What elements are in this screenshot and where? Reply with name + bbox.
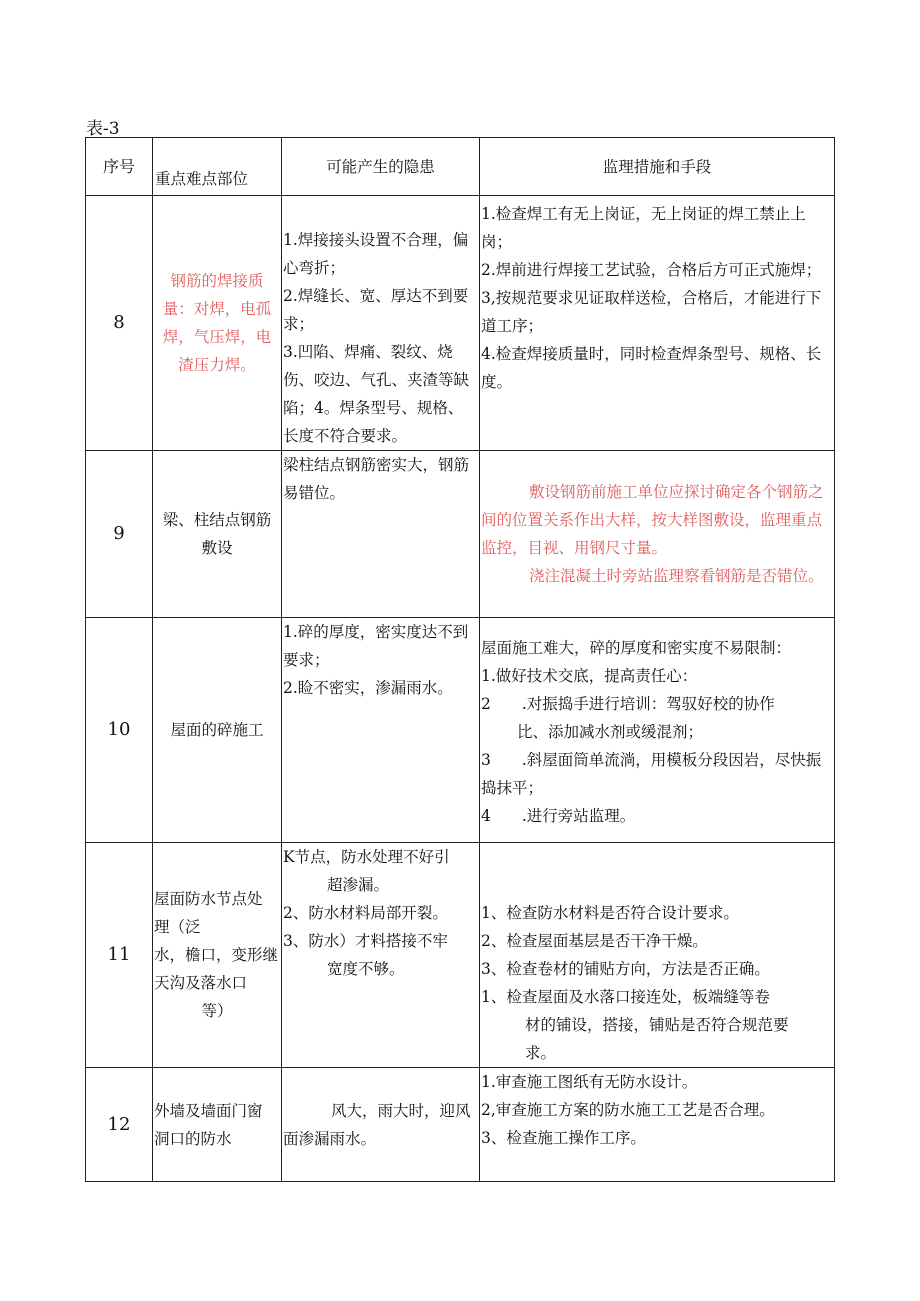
row-measures [480, 618, 835, 843]
row-no: 12 [86, 1068, 153, 1182]
risk-line: 梁柱结点钢筋密实大，钢筋易错位。 [283, 456, 470, 502]
part-line: 焊，气压焊，电 [162, 328, 272, 346]
row-no: 10 [86, 618, 153, 843]
row-measures [480, 843, 835, 1068]
risk-line: 宽度不够。 [327, 960, 405, 978]
part-line: 钢筋的焊接质 [170, 272, 264, 290]
part-line: 量：对焊，电孤 [162, 300, 272, 318]
table-row [86, 1068, 835, 1182]
part-line: 外墙及墙面门窗 [154, 1101, 263, 1120]
table-row [86, 843, 835, 1068]
row-measures [480, 1068, 835, 1182]
part-line: 渣压力焊。 [178, 356, 256, 374]
part-line: 天沟及落水口 [154, 974, 248, 992]
risk-line: 2、防水材料局部开裂。 [283, 904, 448, 922]
row-part [153, 451, 282, 618]
measure-line: 4 .进行旁站监理。 [481, 807, 636, 825]
measure-line: 1.做好技术交底，提高责任心： [481, 667, 698, 685]
part-line: 洞口的防水 [154, 1129, 232, 1148]
part-line: 水，檐口，变形继 [154, 946, 279, 964]
risk-line: 3、防水）才料搭接不牢 [283, 932, 448, 950]
row-risk [282, 196, 480, 451]
part-line: 等） [201, 1002, 233, 1020]
header-measures: 监理措施和手段 [480, 138, 835, 196]
row-risk [282, 618, 480, 843]
measure-line: 浇注混凝土时旁站监理察看钢筋是否错位。 [529, 567, 824, 585]
part-line: 梁、柱结点钢筋 [162, 511, 272, 529]
row-measures [480, 196, 835, 451]
measure-line: 屋面施工难大，碎的厚度和密实度不易限制： [481, 639, 792, 657]
risk-line: 2.睑不密实，渗漏雨水。 [283, 679, 453, 697]
measure-line: 2 .对振捣手进行培训：驾驭好校的协作 [481, 695, 775, 713]
table-row [86, 618, 835, 843]
row-risk [282, 843, 480, 1068]
measure-line: 求。 [525, 1044, 557, 1062]
part-line: 理（泛 [154, 918, 201, 936]
row-risk [282, 451, 480, 618]
table-caption: 表-3 [86, 119, 120, 139]
row-part [153, 618, 282, 843]
header-no: 序号 [86, 138, 153, 196]
row-no: 9 [86, 451, 153, 618]
measure-line: 3、检查施工操作工序。 [481, 1129, 646, 1147]
row-measures [480, 451, 835, 618]
part-line: 敷设 [201, 539, 233, 557]
risk-line: 2.焊缝长、宽、厚达不到要求； [283, 287, 469, 333]
risk-line: 3.凹陷、焊痛、裂纹、烧伤、咬边、气孔、夹渣等缺陷；4。焊条型号、规格、长度不符合要求。 [283, 343, 470, 445]
measure-line: 敷设钢筋前施工单位应探讨确定各个钢筋之间的位置关系作出大样，按大样图敷设，监理重点监控，目视、用钢尺寸量。 [481, 483, 824, 557]
table-row [86, 451, 835, 618]
row-risk [282, 1068, 480, 1182]
header-risk: 可能产生的隐患 [282, 138, 480, 196]
header-row [86, 138, 835, 196]
row-no: 11 [86, 843, 153, 1068]
risk-line: K节点，防水处理不好引 [283, 848, 450, 866]
risk-line: 1.焊接接头设置不合理，偏心弯折； [283, 231, 469, 277]
risk-line: 1.碎的厚度，密实度达不到要求； [283, 623, 469, 669]
measure-line: 1.检查焊工有无上岗证，无上岗证的焊工禁止上岗； [481, 205, 806, 251]
measure-line: 材的铺设，搭接，铺贴是否符合规范要 [525, 1016, 789, 1034]
measure-line: 2、检查屋面基层是否干净干燥。 [481, 932, 708, 950]
measure-line: 2,审查施工方案的防水施工工艺是否合理。 [481, 1101, 775, 1119]
measure-line: 1.审查施工图纸有无防水设计。 [481, 1073, 698, 1091]
table-row [86, 196, 835, 451]
part-line: 屋面的碎施工 [170, 721, 264, 739]
measure-line: 4.检查焊接质量时，同时检查焊条型号、规格、长度。 [481, 345, 822, 391]
row-part [153, 196, 282, 451]
part-line: 屋面防水节点处 [154, 890, 263, 908]
measure-line: 3 .斜屋面筒单流淌，用模板分段因岩，尽快振捣抹平； [481, 751, 822, 797]
row-no: 8 [86, 196, 153, 451]
measure-line: 2.焊前进行焊接工艺试验，合格后方可正式施焊； [481, 261, 822, 279]
risk-line: 超渗漏。 [327, 876, 390, 894]
measure-line: 3、检查卷材的铺贴方向，方法是否正确。 [481, 960, 770, 978]
measure-line: 1、检查防水材料是否符合设计要求。 [481, 904, 739, 922]
header-part: 重点难点部位 [153, 138, 282, 196]
row-part [153, 843, 282, 1068]
measure-line: 1、检查屋面及水落口接连处，板端缝等卷 [481, 988, 770, 1006]
row-part [153, 1068, 282, 1182]
measure-line: 3,按规范要求见证取样送检，合格后，才能进行下道工序； [481, 289, 822, 335]
measure-line: 比、添加减水剂或缓混剂； [517, 723, 704, 741]
supervision-table [85, 137, 835, 1182]
risk-line: 风大，雨大时，迎风面渗漏雨水。 [283, 1101, 471, 1148]
